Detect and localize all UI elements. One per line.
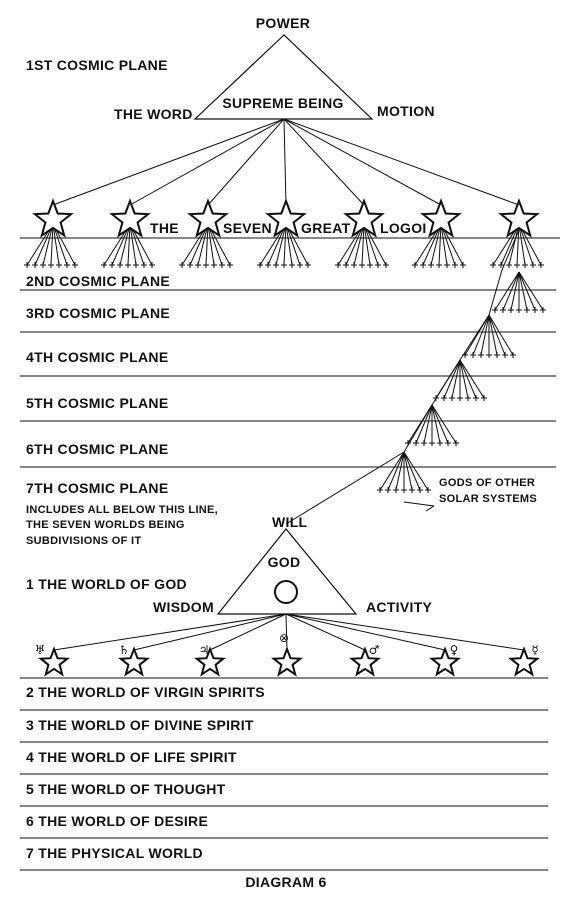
other-gods-label-line-1: GODS OF OTHER [439, 477, 536, 489]
planet-connector [286, 614, 365, 650]
world-life-spirit-label: 4 THE WORLD OF LIFE SPIRIT [26, 749, 237, 765]
seventh-cosmic-plane-label: 7TH COSMIC PLANE [26, 480, 169, 496]
pointer-line [426, 506, 434, 511]
wisdom-label: WISDOM [153, 599, 214, 615]
cascade-ray [416, 405, 432, 443]
world-of-god-label: 1 THE WORLD OF GOD [26, 576, 187, 592]
saturn-symbol: ♄ [118, 643, 130, 657]
cascade-ray [503, 272, 519, 310]
mars-symbol: ♂ [368, 643, 380, 657]
cascade-ray [432, 405, 448, 443]
planet-connector [286, 614, 445, 650]
logos-connector [284, 119, 441, 205]
supreme-being-label: SUPREME BEING [222, 95, 344, 111]
world-virgin-spirits-label: 2 THE WORLD OF VIRGIN SPIRITS [26, 684, 265, 700]
diagram-caption: DIAGRAM 6 [245, 874, 327, 890]
logos-connector [130, 119, 284, 205]
other-gods-label-line-2: SOLAR SYSTEMS [439, 493, 538, 505]
seventh-plane-note-line-1: INCLUDES ALL BELOW THIS LINE, [26, 504, 219, 516]
cascade-ray [460, 360, 476, 398]
cascade-ray [489, 315, 505, 355]
logos-connector [284, 119, 519, 205]
the-word-label: THE WORD [114, 106, 193, 122]
fifth-cosmic-plane-label: 5TH COSMIC PLANE [26, 395, 169, 411]
cascade-ray [388, 452, 404, 490]
seventh-plane-note-line-2: THE SEVEN WORLDS BEING [26, 519, 185, 531]
planet-connector [54, 614, 286, 650]
fourth-cosmic-plane-label: 4TH COSMIC PLANE [26, 349, 169, 365]
motion-label: MOTION [377, 103, 435, 119]
logos-connector [53, 119, 284, 205]
venus-symbol: ♀ [449, 643, 459, 657]
logoi-word-great: GREAT [301, 220, 351, 236]
logoi-word-logoi: LOGOI [380, 220, 427, 236]
cascade-ray [519, 272, 535, 310]
world-desire-label: 6 THE WORLD OF DESIRE [26, 813, 209, 829]
pointer-line [404, 502, 434, 506]
sixth-cosmic-plane-label: 6TH COSMIC PLANE [26, 441, 169, 457]
activity-label: ACTIVITY [366, 599, 433, 615]
cascade-ray [473, 315, 489, 355]
jupiter-symbol: ♃ [198, 643, 210, 657]
uranus-symbol: ♅ [34, 643, 46, 657]
mercury-symbol: ☿ [531, 643, 539, 657]
earth-symbol: ⊗ [278, 631, 290, 645]
world-thought-label: 5 THE WORLD OF THOUGHT [26, 781, 226, 797]
planet-connector [286, 614, 524, 650]
god-label: GOD [267, 554, 301, 570]
world-divine-spirit-label: 3 THE WORLD OF DIVINE SPIRIT [26, 717, 254, 733]
logos-connector [284, 119, 364, 205]
cascade-ray [404, 452, 420, 490]
logos-connector [208, 119, 284, 205]
cascade-ray [444, 360, 460, 398]
cascade-connector [502, 230, 519, 270]
logos-connector [284, 119, 286, 205]
logoi-word-the: THE [150, 220, 179, 236]
will-label: WILL [272, 514, 308, 530]
seventh-plane-note-line-3: SUBDIVISIONS OF IT [26, 535, 142, 547]
first-cosmic-plane-label: 1ST COSMIC PLANE [26, 57, 168, 73]
second-cosmic-plane-label: 2ND COSMIC PLANE [26, 273, 171, 289]
third-cosmic-plane-label: 3RD COSMIC PLANE [26, 305, 171, 321]
planet-star-icon [274, 649, 301, 674]
physical-world-label: 7 THE PHYSICAL WORLD [26, 845, 203, 861]
planet-connector [134, 614, 286, 650]
power-label: POWER [255, 15, 311, 31]
god-circle-icon [275, 581, 297, 603]
logoi-word-seven: SEVEN [223, 220, 272, 236]
